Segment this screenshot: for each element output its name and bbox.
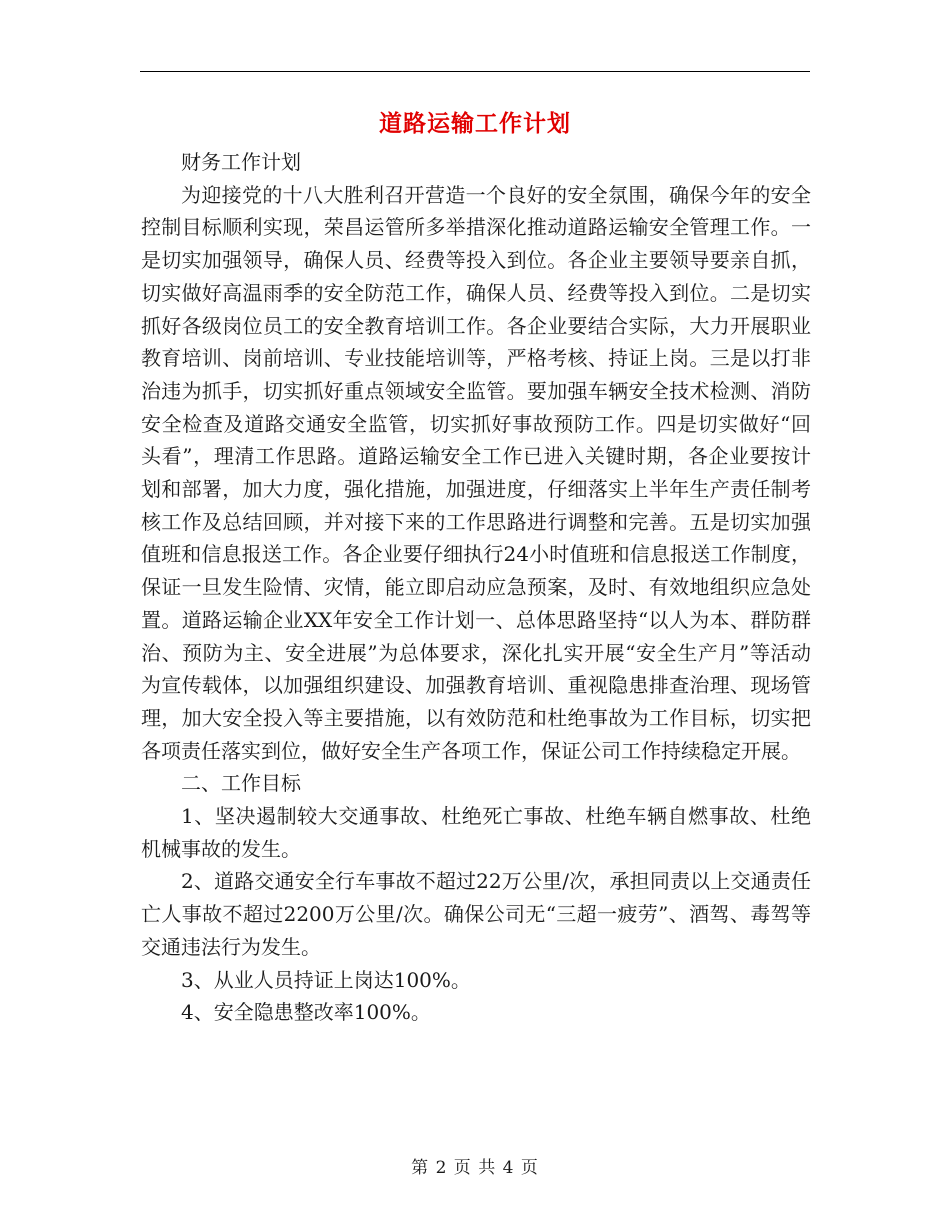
document-title: 道路运输工作计划: [379, 110, 571, 137]
paragraph-goal-1: 1、坚决遏制较大交通事故、杜绝死亡事故、杜绝车辆自燃事故、杜绝机械事故的发生。: [141, 804, 811, 861]
paragraph-goal-3: 3、从业人员持证上岗达100%。: [181, 967, 471, 992]
paragraph-main: 为迎接党的十八大胜利召开营造一个良好的安全氛围，确保今年的安全控制目标顺利实现，荣昌运管所多举措深化推动道路运输安全管理工作。一是切实加强领导，确保人员、经费等投入到位。各企业主要领导要亲自抓，切实做好高温雨季的安全防范工作，确保人员、经费等投入到位。二是切实抓好各级岗位员工的安全教育培训工作。各企业要结合实际，大力开展职业教育培训、岗前培训、专业技能培训等，严格考核、持证上岗。三是以打非治违为抓手，切实抓好重点领域安全监管。要加强车辆安全技术检测、消防安全检查及道路交通安全监管，切实抓好事故预防工作。四是切实做好“回头看”，理清工作思路。道路运输安全工作已进入关键时期，各企业要按计划和部署，加大力度，强化措施，加强进度，仔细落实上半年生产责任制考核工作及总结回顾，并对接下来的工作思路进行调整和完善。五是切实加强值班和信息报送工作。各企业要仔细执行24小时值班和信息报送工作制度，保证一旦发生险情、灾情，能立即启动应急预案，及时、有效地组织应急处置。道路运输企业XX年安全工作计划一、总体思路坚持“以人为本、群防群治、预防为主、安全进展”为总体要求，深化扎实开展“安全生产月”等活动为宣传载体，以加强组织建设、加强教育培训、重视隐患排查治理、现场管理，加大安全投入等主要措施，以有效防范和杜绝事故为工作目标，切实把各项责任落实到位，做好安全生产各项工作，保证公司工作持续稳定开展。: [141, 182, 811, 763]
paragraph-goal-2: 2、道路交通安全行车事故不超过22万公里/次，承担同责以上交通责任亡人事故不超过2200万公里/次。确保公司无“三超一疲劳”、酒驾、毒驾等交通违法行为发生。: [141, 869, 811, 959]
document-body: [141, 146, 811, 1029]
page-number: 第 2 页 共 4 页: [411, 1158, 539, 1178]
paragraph-heading: 财务工作计划: [181, 150, 301, 174]
header-rule: [140, 71, 810, 72]
paragraph-section-title: 二、工作目标: [181, 771, 301, 796]
paragraph-goal-4: 4、安全隐患整改率100%。: [181, 1000, 431, 1025]
